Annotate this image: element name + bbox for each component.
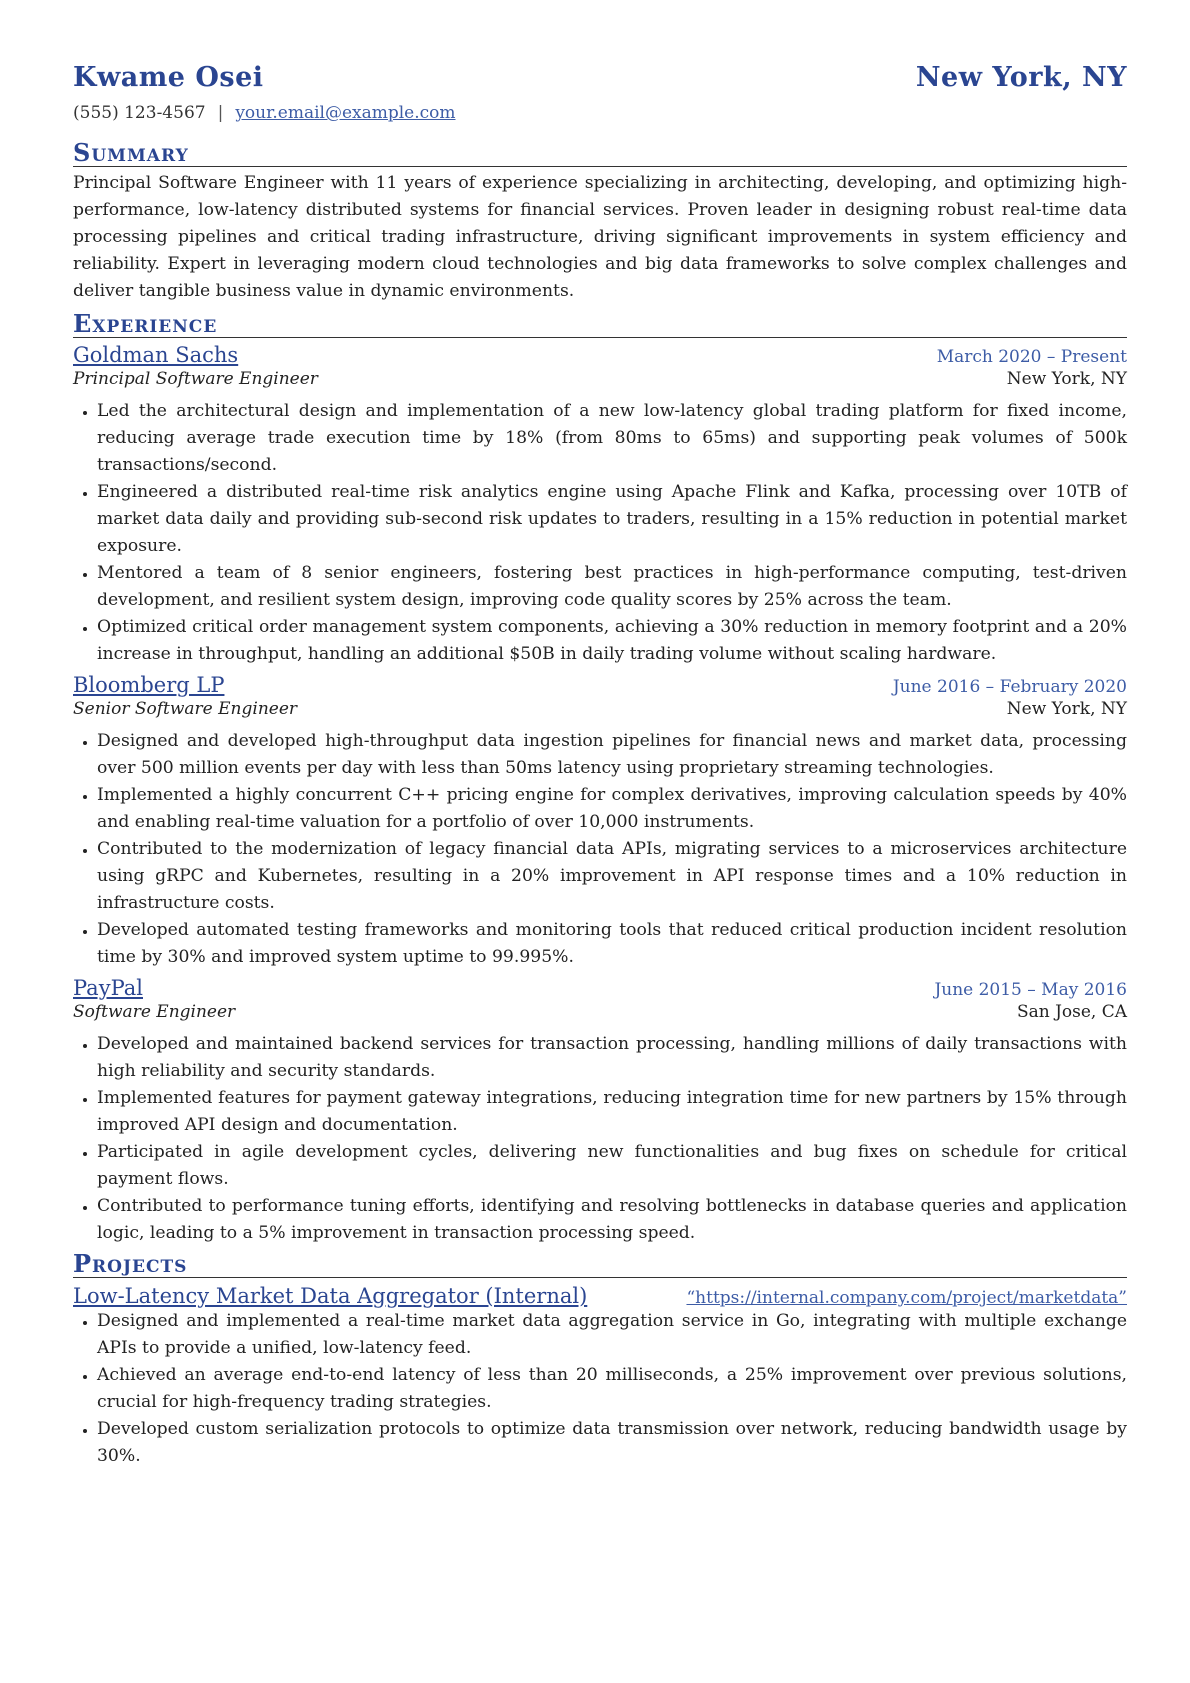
- job-title: Senior Software Engineer: [73, 699, 298, 719]
- job-title: Principal Software Engineer: [73, 369, 318, 389]
- phone-number: (555) 123-4567: [73, 103, 206, 123]
- job-bullets: [73, 728, 1127, 971]
- bullet-item: • Developed and maintained backend services for transaction processing, handling millions of daily transactions with high reliability and security standards.: [97, 1031, 1127, 1085]
- bullet-item: • Optimized critical order management system components, achieving a 30% reduction in memory footprint and a 20% increase in throughput, handling an additional $50B in daily trading volume without scaling hardware.: [97, 614, 1127, 668]
- job-bullets: [73, 1031, 1127, 1247]
- resume-header: [73, 62, 1127, 93]
- candidate-location: New York, NY: [915, 62, 1127, 93]
- contact-separator: |: [217, 103, 224, 123]
- section-title-experience: Experience: [73, 311, 1127, 338]
- project-entry: [73, 1284, 1127, 1470]
- bullet-item: • Led the architectural design and implementation of a new low-latency global trading platform for fixed income, reducing average trade execution time by 18% (from 80ms to 65ms) and supporting peak volumes of 500k transactions/second.: [97, 398, 1127, 479]
- candidate-name: Kwame Osei: [73, 62, 264, 93]
- bullet-item: • Contributed to the modernization of legacy financial data APIs, migrating services to a microservices architecture using gRPC and Kubernetes, resulting in a 20% improvement in API response times and a 10% reduction in infrastructure costs.: [97, 836, 1127, 917]
- bullet-item: • Designed and developed high-throughput data ingestion pipelines for financial news and market data, processing over 500 million events per day with less than 50ms latency using proprietary streaming technologies.: [97, 728, 1127, 782]
- project-bullets: [73, 1308, 1127, 1470]
- company-name[interactable]: Goldman Sachs: [73, 343, 239, 367]
- company-name[interactable]: Bloomberg LP: [73, 673, 225, 697]
- bullet-item: • Implemented features for payment gateway integrations, reducing integration time for new partners by 15% through improved API design and documentation.: [97, 1085, 1127, 1139]
- job-subheader: [73, 699, 1127, 719]
- job-location: San Jose, CA: [1016, 1002, 1127, 1022]
- bullet-item: • Participated in agile development cycles, delivering new functionalities and bug fixes on schedule for critical payment flows.: [97, 1139, 1127, 1193]
- project-link[interactable]: “https://internal.company.com/project/marketdata”: [686, 1288, 1127, 1308]
- bullet-item: • Mentored a team of 8 senior engineers, fostering best practices in high-performance computing, test-driven development, and resilient system design, improving code quality scores by 25% across the team.: [97, 560, 1127, 614]
- job-subheader: [73, 369, 1127, 389]
- job-header: [73, 976, 1127, 1000]
- bullet-item: • Developed automated testing frameworks and monitoring tools that reduced critical production incident resolution time by 30% and improved system uptime to 99.995%.: [97, 917, 1127, 971]
- job-bullets: [73, 398, 1127, 668]
- bullet-item: • Engineered a distributed real-time risk analytics engine using Apache Flink and Kafka, processing over 10TB of market data daily and providing sub-second risk updates to traders, resulting in a 15% reduction in potential market exposure.: [97, 479, 1127, 560]
- project-name[interactable]: Low-Latency Market Data Aggregator (Internal): [73, 1284, 588, 1308]
- job-dates: June 2016 – February 2020: [892, 677, 1127, 697]
- bullet-item: • Contributed to performance tuning efforts, identifying and resolving bottlenecks in database queries and application logic, leading to a 5% improvement in transaction processing speed.: [97, 1193, 1127, 1247]
- job-entry: [73, 976, 1127, 1247]
- job-entry: [73, 673, 1127, 971]
- email-link[interactable]: your.email@example.com: [235, 103, 456, 123]
- bullet-item: • Developed custom serialization protocols to optimize data transmission over network, reducing bandwidth usage by 30%.: [97, 1416, 1127, 1470]
- section-title-projects: Projects: [73, 1251, 1127, 1278]
- contact-line: [73, 103, 1127, 123]
- job-dates: June 2015 – May 2016: [934, 980, 1127, 1000]
- bullet-item: • Achieved an average end-to-end latency of less than 20 milliseconds, a 25% improvement over previous solutions, crucial for high-frequency trading strategies.: [97, 1362, 1127, 1416]
- job-header: [73, 343, 1127, 367]
- job-location: New York, NY: [1006, 699, 1127, 719]
- job-entry: [73, 343, 1127, 668]
- company-name[interactable]: PayPal: [73, 976, 143, 1000]
- job-location: New York, NY: [1006, 369, 1127, 389]
- job-title: Software Engineer: [73, 1002, 236, 1022]
- resume-content: [73, 62, 1127, 1470]
- job-subheader: [73, 1002, 1127, 1022]
- job-header: [73, 673, 1127, 697]
- job-dates: March 2020 – Present: [936, 347, 1127, 367]
- summary-text: Principal Software Engineer with 11 years of experience specializing in architecting, developing, and optimizing high-performance, low-latency distributed systems for financial services. Proven leader in designing robust real-time data processing pipelines and critical trading infrastructure, driving significant improvements in system efficiency and reliability. Expert in leveraging modern cloud technologies and big data frameworks to solve complex challenges and deliver tangible business value in dynamic environments.: [73, 173, 1127, 301]
- bullet-item: • Implemented a highly concurrent C++ pricing engine for complex derivatives, improving calculation speeds by 40% and enabling real-time valuation for a portfolio of over 10,000 instruments.: [97, 782, 1127, 836]
- bullet-item: • Designed and implemented a real-time market data aggregation service in Go, integrating with multiple exchange APIs to provide a unified, low-latency feed.: [97, 1308, 1127, 1362]
- project-header: [73, 1284, 1127, 1308]
- section-title-summary: Summary: [73, 140, 1127, 167]
